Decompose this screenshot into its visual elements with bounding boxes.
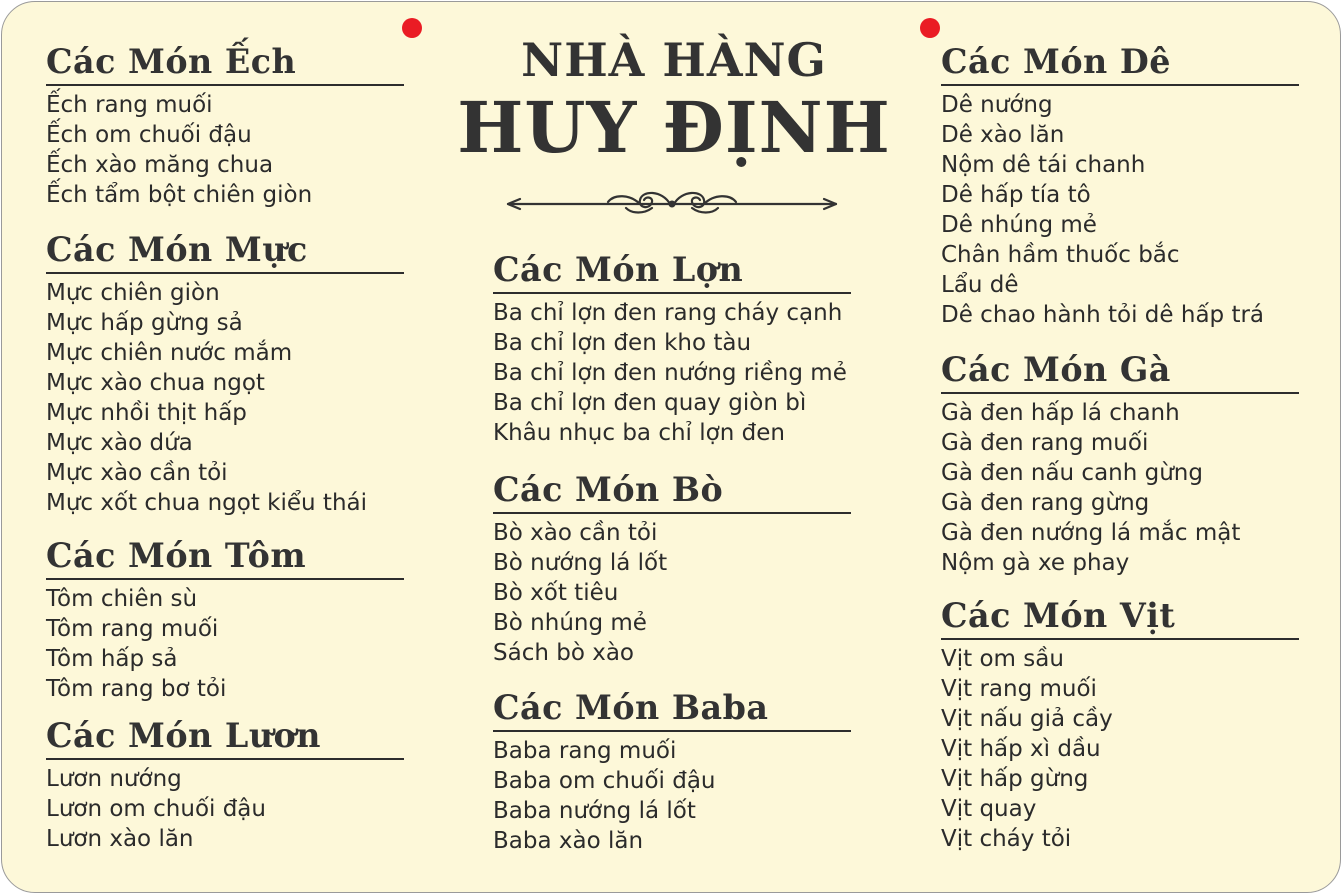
menu-item: Lẩu dê xyxy=(941,272,1019,298)
menu-item: Mực chiên giòn xyxy=(46,280,220,306)
restaurant-name: HUY ĐỊNH xyxy=(457,86,891,169)
menu-item: Gà đen hấp lá chanh xyxy=(941,400,1180,426)
menu-list xyxy=(941,90,1299,330)
menu-item: Bò nướng lá lốt xyxy=(493,550,668,576)
menu-item: Mực xốt chua ngọt kiểu thái xyxy=(46,490,368,516)
restaurant-header xyxy=(454,32,894,168)
section-divider xyxy=(46,272,404,274)
menu-item: Mực hấp gừng sả xyxy=(46,310,243,336)
menu-item: Nộm dê tái chanh xyxy=(941,152,1146,178)
section-title: Các Món Ếch xyxy=(46,42,297,82)
menu-board xyxy=(1,1,1341,893)
section-ech xyxy=(46,42,404,210)
menu-item: Mực nhồi thịt hấp xyxy=(46,400,247,426)
section-de xyxy=(941,42,1299,330)
menu-item: Sách bò xào xyxy=(493,640,634,666)
menu-list xyxy=(493,518,851,668)
menu-list xyxy=(493,736,851,856)
section-ga xyxy=(941,350,1299,578)
menu-item: Lươn om chuối đậu xyxy=(46,796,266,822)
restaurant-label: NHÀ HÀNG xyxy=(521,33,827,87)
section-bo xyxy=(493,470,851,668)
section-divider xyxy=(493,730,851,732)
section-vit xyxy=(941,596,1299,854)
section-divider xyxy=(46,758,404,760)
menu-item: Bò xốt tiêu xyxy=(493,580,619,606)
section-title: Các Món Tôm xyxy=(46,536,307,576)
menu-item: Dê hấp tía tô xyxy=(941,182,1091,208)
menu-item: Ếch rang muối xyxy=(46,92,213,118)
menu-list xyxy=(46,90,404,210)
menu-item: Lươn xào lăn xyxy=(46,826,194,852)
menu-item: Baba nướng lá lốt xyxy=(493,798,696,824)
section-divider xyxy=(493,292,851,294)
menu-list xyxy=(46,764,404,854)
menu-item: Baba rang muối xyxy=(493,738,677,764)
menu-item: Vịt nấu giả cầy xyxy=(941,706,1113,732)
menu-item: Ếch om chuối đậu xyxy=(46,122,252,148)
menu-item: Chân hầm thuốc bắc xyxy=(941,242,1180,268)
menu-item: Mực chiên nước mắm xyxy=(46,340,293,366)
menu-item: Vịt quay xyxy=(941,796,1037,822)
section-title: Các Món Mực xyxy=(46,230,308,270)
menu-item: Gà đen rang muối xyxy=(941,430,1149,456)
menu-item: Dê xào lăn xyxy=(941,122,1065,148)
menu-list xyxy=(493,298,851,448)
menu-item: Ba chỉ lợn đen kho tàu xyxy=(493,330,752,356)
menu-item: Bò xào cần tỏi xyxy=(493,520,658,546)
section-divider xyxy=(941,392,1299,394)
menu-item: Vịt hấp gừng xyxy=(941,766,1089,792)
section-divider xyxy=(46,84,404,86)
menu-item: Mực xào chua ngọt xyxy=(46,370,265,396)
menu-item: Vịt rang muối xyxy=(941,676,1097,702)
menu-item: Lươn nướng xyxy=(46,766,182,792)
menu-item: Ếch tẩm bột chiên giòn xyxy=(46,182,313,208)
menu-item: Mực xào dứa xyxy=(46,430,193,456)
menu-item: Ba chỉ lợn đen rang cháy cạnh xyxy=(493,300,843,326)
menu-item: Dê nướng xyxy=(941,92,1053,118)
menu-item: Ba chỉ lợn đen nướng riềng mẻ xyxy=(493,360,847,386)
menu-item: Khâu nhục ba chỉ lợn đen xyxy=(493,420,785,446)
section-title: Các Món Lợn xyxy=(493,250,744,290)
section-tom xyxy=(46,536,404,704)
menu-item: Ếch xào măng chua xyxy=(46,152,274,178)
section-lon xyxy=(493,250,851,448)
section-title: Các Món Gà xyxy=(941,350,1171,390)
section-title: Các Món Vịt xyxy=(941,596,1176,636)
section-title: Các Món Lươn xyxy=(46,716,321,756)
menu-item: Nộm gà xe phay xyxy=(941,550,1130,576)
menu-item: Tôm rang muối xyxy=(46,616,219,642)
menu-list xyxy=(46,584,404,704)
menu-item: Baba xào lăn xyxy=(493,828,644,854)
menu-list xyxy=(941,398,1299,578)
menu-item: Dê chao hành tỏi dê hấp trá xyxy=(941,302,1265,328)
menu-item: Gà đen rang gừng xyxy=(941,490,1150,516)
pin-right xyxy=(920,18,940,38)
menu-item: Gà đen nướng lá mắc mật xyxy=(941,520,1241,546)
menu-item: Ba chỉ lợn đen quay giòn bì xyxy=(493,390,807,416)
section-divider xyxy=(941,638,1299,640)
menu-item: Dê nhúng mẻ xyxy=(941,212,1097,238)
menu-item: Bò nhúng mẻ xyxy=(493,610,647,636)
menu-list xyxy=(46,278,404,518)
section-divider xyxy=(493,512,851,514)
menu-item: Tôm rang bơ tỏi xyxy=(46,676,227,702)
section-muc xyxy=(46,230,404,518)
menu-list xyxy=(941,644,1299,854)
section-luon xyxy=(46,716,404,854)
menu-item: Vịt hấp xì dầu xyxy=(941,736,1101,762)
menu-item: Tôm chiên sù xyxy=(46,586,198,612)
section-title: Các Món Dê xyxy=(941,42,1171,82)
section-baba xyxy=(493,688,851,856)
ornament-divider-icon xyxy=(502,182,842,222)
section-title: Các Món Bò xyxy=(493,470,724,510)
menu-item: Mực xào cần tỏi xyxy=(46,460,228,486)
menu-item: Gà đen nấu canh gừng xyxy=(941,460,1203,486)
section-divider xyxy=(941,84,1299,86)
menu-item: Vịt cháy tỏi xyxy=(941,826,1072,852)
menu-item: Tôm hấp sả xyxy=(46,646,178,672)
menu-item: Vịt om sầu xyxy=(941,646,1064,672)
section-divider xyxy=(46,578,404,580)
pin-left xyxy=(402,18,422,38)
section-title: Các Món Baba xyxy=(493,688,769,728)
menu-item: Baba om chuối đậu xyxy=(493,768,716,794)
